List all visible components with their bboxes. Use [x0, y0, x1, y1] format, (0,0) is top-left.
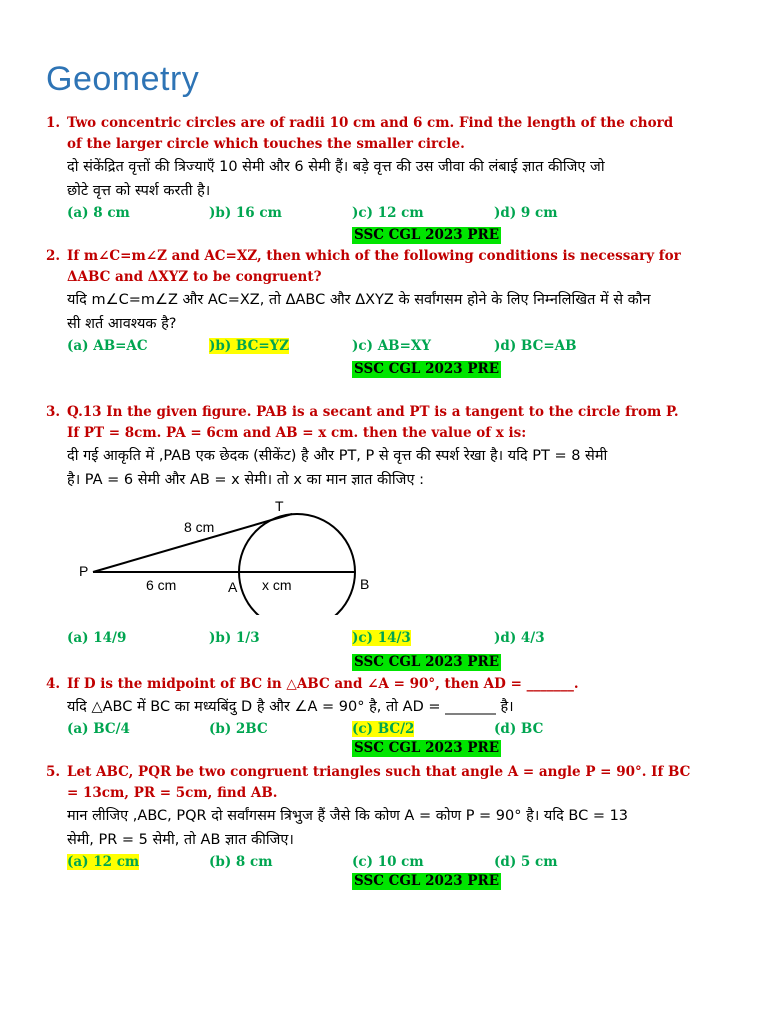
option-d[interactable]: )d) 9 cm: [494, 205, 558, 221]
question-text-en: If D is the midpoint of BC in △ABC and ∠A = 90°, then AD = _______.: [67, 676, 579, 692]
question-3-options: [46, 628, 706, 650]
question-number: 2.: [46, 248, 61, 264]
question-4: [46, 674, 706, 741]
option-b[interactable]: (b) 8 cm: [209, 854, 273, 870]
option-d[interactable]: )d) 4/3: [494, 630, 545, 646]
label-t: T: [275, 498, 284, 514]
source-badge: SSC CGL 2023 PRE: [354, 740, 500, 756]
options: [46, 336, 706, 358]
option-c-answer[interactable]: (c) BC/2: [352, 721, 415, 737]
question-text-en: Q.13 In the given figure. PAB is a secant and PT is a tangent to the circle from P.: [67, 404, 679, 420]
source-badge: SSC CGL 2023 PRE: [354, 361, 500, 377]
question-text-hi: यदि m∠C=m∠Z और AC=XZ, तो ΔABC और ΔXYZ के सर्वांगसम होने के लिए निम्नलिखित में से कौन: [67, 292, 651, 308]
question-text-en: Two concentric circles are of radii 10 cm and 6 cm. Find the length of the chord: [67, 115, 674, 131]
label-a: A: [228, 579, 238, 595]
option-c-answer[interactable]: )c) 14/3: [352, 630, 411, 646]
options: [46, 719, 706, 741]
option-a[interactable]: (a) BC/4: [67, 721, 130, 737]
option-c[interactable]: (c) 10 cm: [352, 854, 424, 870]
question-text-hi: मान लीजिए ,ABC, PQR दो सर्वांगसम त्रिभुज हैं जैसे कि कोण A = कोण P = 90° है। यदि BC = 13: [67, 808, 629, 824]
question-text-en-cont: ΔABC and ΔXYZ to be congruent?: [67, 269, 322, 285]
question-2: [46, 246, 706, 358]
question-text-hi: दी गई आकृति में ,PAB एक छेदक (सीकेंट) है और PT, P से वृत्त की स्पर्श रेखा है। यदि PT = 8 सेमी: [67, 448, 608, 464]
option-a-answer[interactable]: (a) 12 cm: [67, 854, 140, 870]
question-text-hi: दो संकेंद्रित वृत्तों की त्रिज्याएँ 10 सेमी और 6 सेमी हैं। बड़े वृत्त की उस जीवा की लंबाई ज्ञात कीजिए जो: [67, 159, 605, 175]
option-d[interactable]: (d) BC: [494, 721, 544, 737]
question-text-en-cont: of the larger circle which touches the smaller circle.: [67, 136, 465, 152]
source-badge: SSC CGL 2023 PRE: [354, 227, 500, 243]
source-badge: SSC CGL 2023 PRE: [354, 873, 500, 889]
question-number: 3.: [46, 404, 61, 420]
label-pa-length: 6 cm: [146, 577, 177, 593]
label-p: P: [79, 563, 89, 579]
option-c[interactable]: )c) 12 cm: [352, 205, 424, 221]
option-a[interactable]: (a) 14/9: [67, 630, 127, 646]
option-d[interactable]: (d) 5 cm: [494, 854, 558, 870]
question-number: 5.: [46, 764, 61, 780]
question-3: [46, 402, 706, 492]
question-text-en-cont: = 13cm, PR = 5cm, find AB.: [67, 785, 278, 801]
secant-tangent-figure: [60, 495, 390, 615]
question-text-hi-cont: छोटे वृत्त को स्पर्श करती है।: [67, 183, 211, 199]
option-a[interactable]: (a) AB=AC: [67, 338, 148, 354]
option-b-answer[interactable]: )b) BC=YZ: [209, 338, 290, 354]
option-b[interactable]: )b) 16 cm: [209, 205, 282, 221]
options: [46, 203, 706, 225]
option-c[interactable]: )c) AB=XY: [352, 338, 432, 354]
options: [46, 628, 706, 650]
label-pt-length: 8 cm: [184, 519, 215, 535]
label-b: B: [360, 576, 370, 592]
question-1: [46, 113, 706, 225]
question-text-hi-cont: सेमी, PR = 5 सेमी, तो AB ज्ञात कीजिए।: [67, 832, 294, 848]
question-number: 1.: [46, 115, 61, 131]
question-text-en: If m∠C=m∠Z and AC=XZ, then which of the following conditions is necessary for: [67, 248, 681, 264]
option-d[interactable]: )d) BC=AB: [494, 338, 577, 354]
label-ab-length: x cm: [262, 577, 292, 593]
source-badge: SSC CGL 2023 PRE: [354, 654, 500, 670]
question-number: 4.: [46, 676, 61, 692]
option-b[interactable]: )b) 1/3: [209, 630, 260, 646]
question-text-hi: यदि △ABC में BC का मध्यबिंदु D है और ∠A = 90° है, तो AD = _______ है।: [67, 699, 514, 715]
question-text-en: Let ABC, PQR be two congruent triangles such that angle A = angle P = 90°. If BC: [67, 764, 691, 780]
option-b[interactable]: (b) 2BC: [209, 721, 268, 737]
question-5: [46, 762, 706, 874]
options: [46, 852, 706, 874]
page-title: Geometry: [46, 60, 200, 98]
circle: [239, 514, 355, 615]
question-text-hi-cont: है। PA = 6 सेमी और AB = x सेमी। तो x का मान ज्ञात कीजिए :: [67, 472, 424, 488]
option-a[interactable]: (a) 8 cm: [67, 205, 130, 221]
question-text-en-cont: If PT = 8cm. PA = 6cm and AB = x cm. then the value of x is:: [67, 425, 527, 441]
question-text-hi-cont: सी शर्त आवश्यक है?: [67, 316, 177, 332]
